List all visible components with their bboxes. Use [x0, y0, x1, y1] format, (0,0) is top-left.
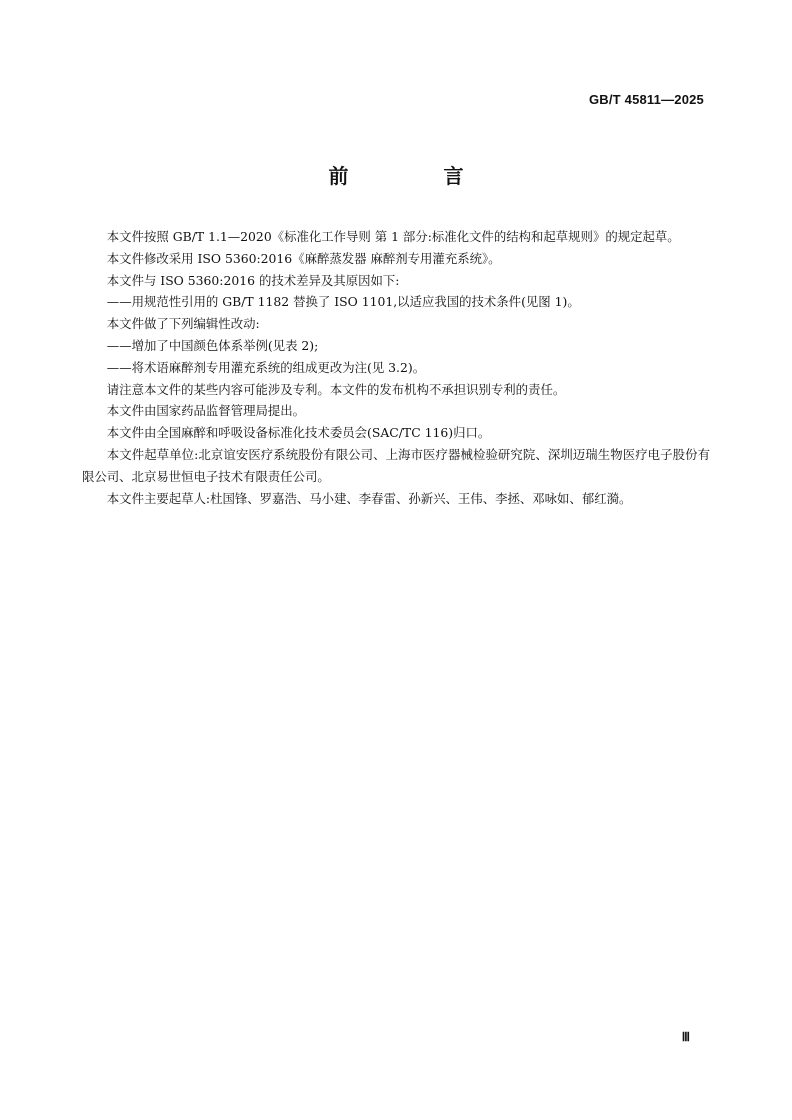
paragraph-adoption: 本文件修改采用 ISO 5360:2016《麻醉蒸发器 麻醉剂专用灌充系统》。: [106, 250, 501, 266]
list-item-editorial-change-2: ——将术语麻醉剂专用灌充系统的组成更改为注(见 3.2)。: [106, 359, 426, 375]
page-title: 前 言: [328, 164, 508, 188]
list-item-technical-difference: ——用规范性引用的 GB/T 1182 替换了 ISO 1101,以适应我国的技术条件(见图 1)。: [106, 294, 580, 310]
paragraph-drafters: 本文件主要起草人:杜国锋、罗嘉浩、马小建、李春雷、孙新兴、王伟、李拯、邓咏如、郁红漪。: [106, 490, 632, 506]
page-number: Ⅲ: [681, 1030, 690, 1044]
paragraph-editorial-changes: 本文件做了下列编辑性改动:: [106, 316, 260, 332]
document-body: [82, 226, 710, 509]
paragraph-drafting-rule: 本文件按照 GB/T 1.1—2020《标准化工作导则 第 1 部分:标准化文件的结构和起草规则》的规定起草。: [106, 229, 680, 244]
paragraph-administrator: 本文件由全国麻醉和呼吸设备标准化技术委员会(SAC/TC 116)归口。: [106, 425, 491, 441]
paragraph-technical-differences: 本文件与 ISO 5360:2016 的技术差异及其原因如下:: [106, 272, 400, 288]
paragraph-drafting-units: 本文件起草单位:北京谊安医疗系统股份有限公司、上海市医疗器械检验研究院、深圳迈瑞生物医疗电子股份有限公司、北京易世恒电子技术有限责任公司。: [82, 446, 710, 484]
paragraph-patent-notice: 请注意本文件的某些内容可能涉及专利。本文件的发布机构不承担识别专利的责任。: [106, 381, 566, 397]
paragraph-proposer: 本文件由国家药品监督管理局提出。: [106, 403, 306, 419]
list-item-editorial-change-1: ——增加了中国颜色体系举例(见表 2);: [106, 337, 319, 353]
standard-number: GB/T 45811—2025: [588, 92, 704, 107]
